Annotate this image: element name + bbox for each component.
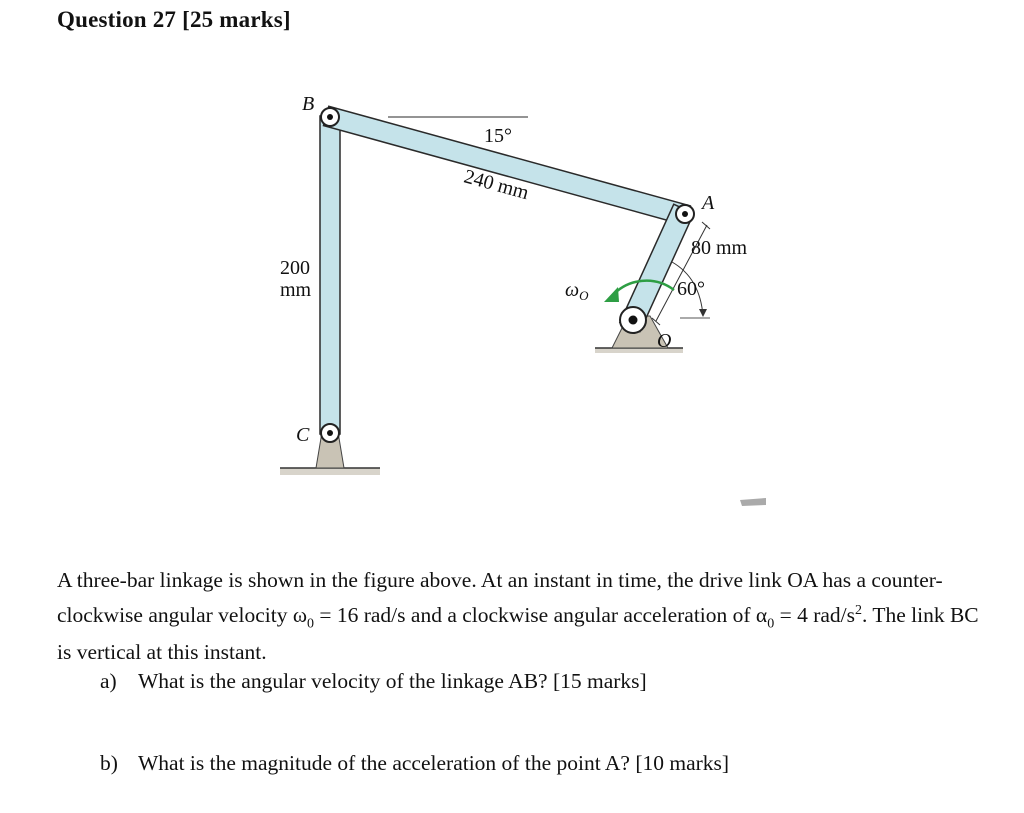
label-length-bc-1: 200 <box>280 257 310 279</box>
question-a-label: a) <box>100 669 117 693</box>
question-title: Question 27 [25 marks] <box>57 7 291 32</box>
statement-part-3: = 4 rad/s <box>774 602 855 627</box>
omega-symbol: ω <box>292 602 307 627</box>
exponent: 2 <box>854 602 862 618</box>
label-omega: $\omega_O$ <box>565 279 589 303</box>
label-angle-oa: 60° <box>677 278 705 300</box>
pin-c <box>321 424 339 442</box>
label-length-ab: 240 mm <box>461 165 532 205</box>
alpha-subscript: 0 <box>767 615 775 631</box>
problem-statement <box>57 566 987 668</box>
statement-part-1: A three-bar linkage is shown in the figure above. At an instant in time, the drive link OA has a counter-clockwise angular velocity <box>57 568 943 627</box>
statement-part-2: = 16 rad/s and a clockwise angular acceleration of <box>313 602 756 627</box>
question-a-text: What is the angular velocity of the linkage AB? [15 marks] <box>138 669 647 693</box>
label-length-oa: 80 mm <box>691 237 748 259</box>
label-o: O <box>657 330 672 352</box>
label-length-bc-2: mm <box>280 279 312 301</box>
pin-o <box>620 307 646 333</box>
question-b-label: b) <box>100 751 118 775</box>
label-a: A <box>702 192 715 214</box>
question-a <box>100 669 647 694</box>
label-angle-ab: 15° <box>484 125 512 147</box>
statement-part-4: . The link BC is vertical at this instant. <box>57 602 979 665</box>
link-bc <box>320 116 340 434</box>
artifact-mark <box>740 498 766 506</box>
label-b: B <box>302 93 315 115</box>
pin-a <box>676 205 694 223</box>
omega-arrow-head <box>604 287 619 302</box>
question-b-text: What is the magnitude of the acceleration of the point A? [10 marks] <box>138 751 730 775</box>
question-b <box>100 751 729 776</box>
label-c: C <box>296 424 310 446</box>
pin-b <box>321 108 339 126</box>
alpha-symbol: α <box>755 602 768 627</box>
omega-subscript: 0 <box>306 615 314 631</box>
